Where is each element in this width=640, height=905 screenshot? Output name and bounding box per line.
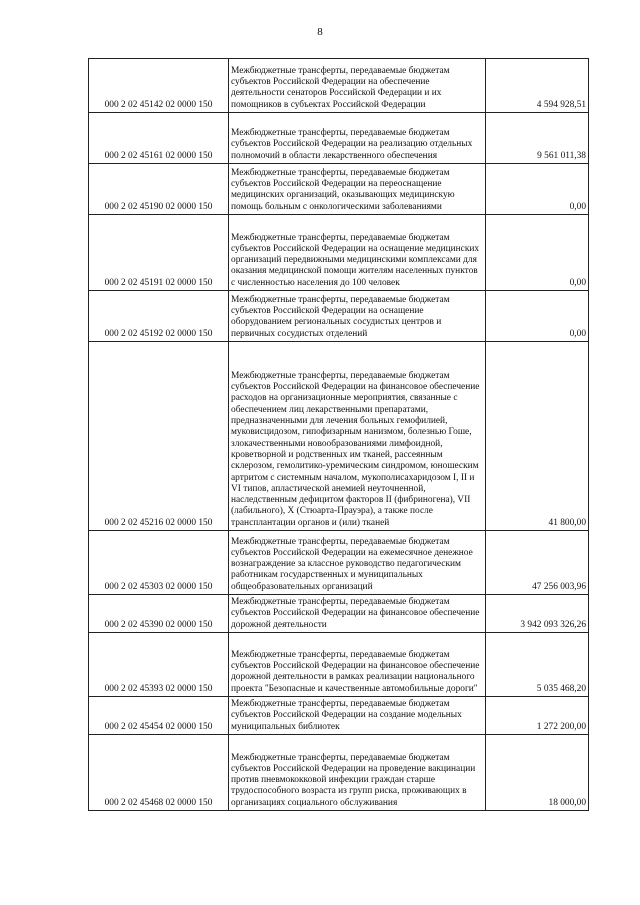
transfer-name-cell: Межбюджетные трансферты, передаваемые бюджетам субъектов Российской Федерации на финансовое обеспечение дорожной деятельности в рамках реализации национального проекта "Безопасные и качественные автомобильные дороги"	[229, 633, 486, 697]
table-row	[89, 291, 589, 342]
budget-code-cell: 000 2 02 45393 02 0000 150	[89, 633, 229, 697]
amount-cell: 9 561 011,38	[486, 113, 589, 164]
transfer-name-cell: Межбюджетные трансферты, передаваемые бюджетам субъектов Российской Федерации на оснащение медицинских организаций передвижными медицинскими комплексами для оказания медицинской помощи жителям населенных пунктов с численностью населения до 100 человек	[229, 215, 486, 291]
budget-code-cell: 000 2 02 45192 02 0000 150	[89, 291, 229, 342]
transfer-name-cell: Межбюджетные трансферты, передаваемые бюджетам субъектов Российской Федерации на финансовое обеспечение расходов на организационные мероприятия, связанные с обеспечением лиц лекарственными препаратами, предназначенными для лечения больных гемофилией, муковисцидозом, гипофизарным нанизмом, болезнью Гоше, злокачественными новообразованиями лимфоидной, кроветворной и родственных им тканей, рассеянным склерозом, гемолитико-уремическим синдромом, юношеским артритом с системным началом, мукополисахаридозом I, II и VI типов, апластической анемией неуточненной, наследственным дефицитом факторов II (фибриногена), VII (лабильного), X (Стюарта-Прауэра), а также после трансплантации органов и (или) тканей	[229, 342, 486, 531]
transfer-name-cell: Межбюджетные трансферты, передаваемые бюджетам субъектов Российской Федерации на проведение вакцинации против пневмококковой инфекции граждан старше трудоспособного возраста из групп риска, проживающих в организациях социального обслуживания	[229, 735, 486, 811]
amount-cell: 0,00	[486, 215, 589, 291]
amount-cell: 18 000,00	[486, 735, 589, 811]
table-row	[89, 531, 589, 595]
amount-cell: 5 035 468,20	[486, 633, 589, 697]
transfer-name-cell: Межбюджетные трансферты, передаваемые бюджетам субъектов Российской Федерации на ежемесячное денежное вознаграждение за классное руководство педагогическим работникам государственных и муниципальных общеобразовательных организаций	[229, 531, 486, 595]
table-row	[89, 595, 589, 633]
budget-code-cell: 000 2 02 45303 02 0000 150	[89, 531, 229, 595]
budget-code-cell: 000 2 02 45216 02 0000 150	[89, 342, 229, 531]
budget-table-body	[89, 59, 589, 811]
budget-table	[88, 58, 589, 811]
table-row	[89, 342, 589, 531]
transfer-name-cell: Межбюджетные трансферты, передаваемые бюджетам субъектов Российской Федерации на переоснащение медицинских организаций, оказывающих медицинскую помощь больным с онкологическими заболеваниями	[229, 164, 486, 215]
table-row	[89, 59, 589, 113]
transfer-name-cell: Межбюджетные трансферты, передаваемые бюджетам субъектов Российской Федерации на реализацию отдельных полномочий в области лекарственного обеспечения	[229, 113, 486, 164]
table-row	[89, 113, 589, 164]
transfer-name-cell: Межбюджетные трансферты, передаваемые бюджетам субъектов Российской Федерации на финансовое обеспечение дорожной деятельности	[229, 595, 486, 633]
transfer-name-cell: Межбюджетные трансферты, передаваемые бюджетам субъектов Российской Федерации на обеспечение деятельности сенаторов Российской Федерации и их помощников в субъектах Российской Федерации	[229, 59, 486, 113]
amount-cell: 0,00	[486, 291, 589, 342]
table-row	[89, 164, 589, 215]
budget-code-cell: 000 2 02 45390 02 0000 150	[89, 595, 229, 633]
budget-code-cell: 000 2 02 45191 02 0000 150	[89, 215, 229, 291]
table-row	[89, 735, 589, 811]
amount-cell: 0,00	[486, 164, 589, 215]
transfer-name-cell: Межбюджетные трансферты, передаваемые бюджетам субъектов Российской Федерации на создание модельных муниципальных библиотек	[229, 697, 486, 735]
amount-cell: 4 594 928,51	[486, 59, 589, 113]
budget-code-cell: 000 2 02 45142 02 0000 150	[89, 59, 229, 113]
table-row	[89, 215, 589, 291]
table-row	[89, 697, 589, 735]
budget-code-cell: 000 2 02 45190 02 0000 150	[89, 164, 229, 215]
budget-code-cell: 000 2 02 45454 02 0000 150	[89, 697, 229, 735]
page-number: 8	[317, 26, 323, 38]
table-row	[89, 633, 589, 697]
amount-cell: 3 942 093 326,26	[486, 595, 589, 633]
budget-code-cell: 000 2 02 45161 02 0000 150	[89, 113, 229, 164]
transfer-name-cell: Межбюджетные трансферты, передаваемые бюджетам субъектов Российской Федерации на оснащение оборудованием региональных сосудистых центров и первичных сосудистых отделений	[229, 291, 486, 342]
amount-cell: 41 800,00	[486, 342, 589, 531]
amount-cell: 1 272 200,00	[486, 697, 589, 735]
amount-cell: 47 256 003,96	[486, 531, 589, 595]
budget-code-cell: 000 2 02 45468 02 0000 150	[89, 735, 229, 811]
